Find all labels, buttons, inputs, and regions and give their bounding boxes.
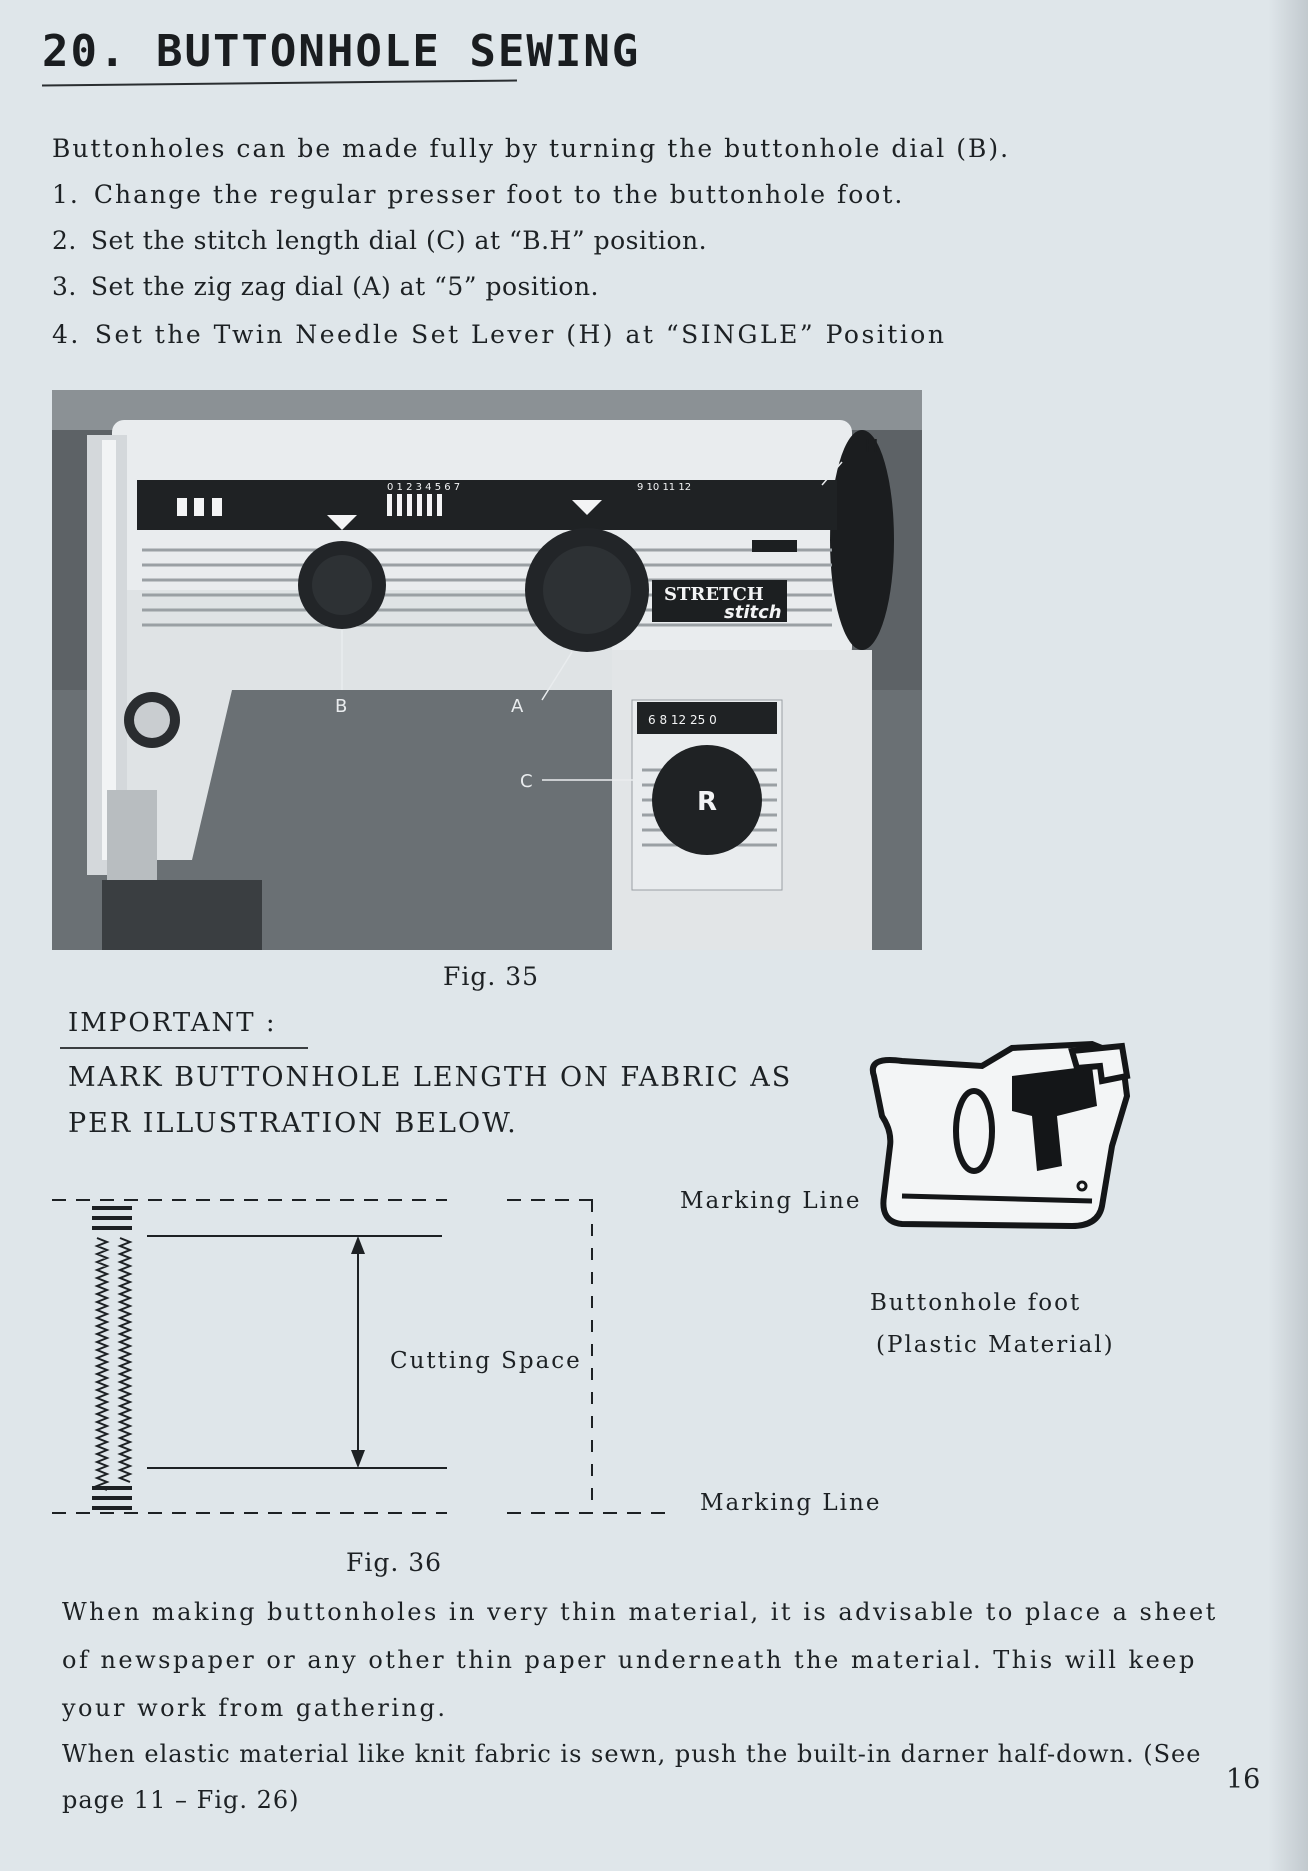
foot-material-label: (Plastic Material)	[876, 1332, 1115, 1358]
label-a: A	[511, 696, 524, 717]
important-line-1: MARK BUTTONHOLE LENGTH ON FABRIC AS	[68, 1062, 793, 1093]
brand-stretch: STRETCH	[664, 584, 764, 605]
important-line-2: PER ILLUSTRATION BELOW.	[68, 1108, 518, 1139]
sewing-machine-photo	[52, 390, 922, 950]
buttonhole-foot-illustration	[862, 1036, 1182, 1236]
step-1	[52, 180, 904, 209]
step-text: Set the stitch length dial (C) at “B.H” position.	[90, 226, 708, 255]
label-h: H	[865, 436, 879, 457]
note-line-1: When making buttonholes in very thin material, it is advisable to place a sheet	[62, 1598, 1218, 1626]
step-3	[52, 272, 599, 301]
section-title: 20. BUTTONHOLE SEWING	[42, 26, 641, 77]
title-underline	[42, 80, 517, 87]
brand-stitch: stitch	[724, 602, 782, 623]
important-underline	[60, 1047, 308, 1049]
step-2	[52, 226, 707, 255]
cutting-space-label: Cutting Space	[390, 1348, 582, 1374]
stitch-scale: 0 1 2 3 4 5 6 7	[387, 482, 461, 493]
foot-label: Buttonhole foot	[870, 1290, 1082, 1316]
note-line-3: your work from gathering.	[62, 1694, 448, 1722]
label-b: B	[335, 696, 348, 717]
fig35-caption: Fig. 35	[443, 962, 540, 991]
note-line-4: When elastic material like knit fabric is sewn, push the built-in darner half-down. (See	[62, 1740, 1202, 1768]
note-line-5: page 11 – Fig. 26)	[62, 1786, 300, 1814]
page-number: 16	[1226, 1764, 1261, 1795]
dial-r-letter: R	[697, 787, 718, 817]
step-number: 1.	[52, 180, 80, 209]
note-line-2: of newspaper or any other thin paper underneath the material. This will keep	[62, 1646, 1197, 1674]
intro-paragraph: Buttonholes can be made fully by turning the buttonhole dial (B).	[52, 134, 1011, 163]
step-text: Change the regular presser foot to the buttonhole foot.	[93, 180, 905, 209]
label-c: C	[520, 771, 533, 792]
fig36-caption: Fig. 36	[346, 1548, 443, 1577]
important-heading: IMPORTANT :	[68, 1008, 277, 1038]
step-number: 3.	[52, 272, 77, 301]
step-text: Set the Twin Needle Set Lever (H) at “SINGLE” Position	[94, 320, 947, 349]
marking-line-bottom: Marking Line	[700, 1490, 882, 1516]
stitch-scale-right: 9 10 11 12	[637, 482, 692, 493]
step-4	[52, 320, 946, 349]
step-number: 2.	[52, 226, 77, 255]
stitch-length-scale: 6 8 12 25 0	[648, 713, 717, 727]
page-edge-shadow	[1268, 0, 1308, 1871]
twin-needle-lever	[752, 540, 797, 552]
step-text: Set the zig zag dial (A) at “5” position.	[90, 272, 599, 301]
marking-line-top: Marking Line	[680, 1188, 862, 1214]
step-number: 4.	[52, 320, 81, 349]
